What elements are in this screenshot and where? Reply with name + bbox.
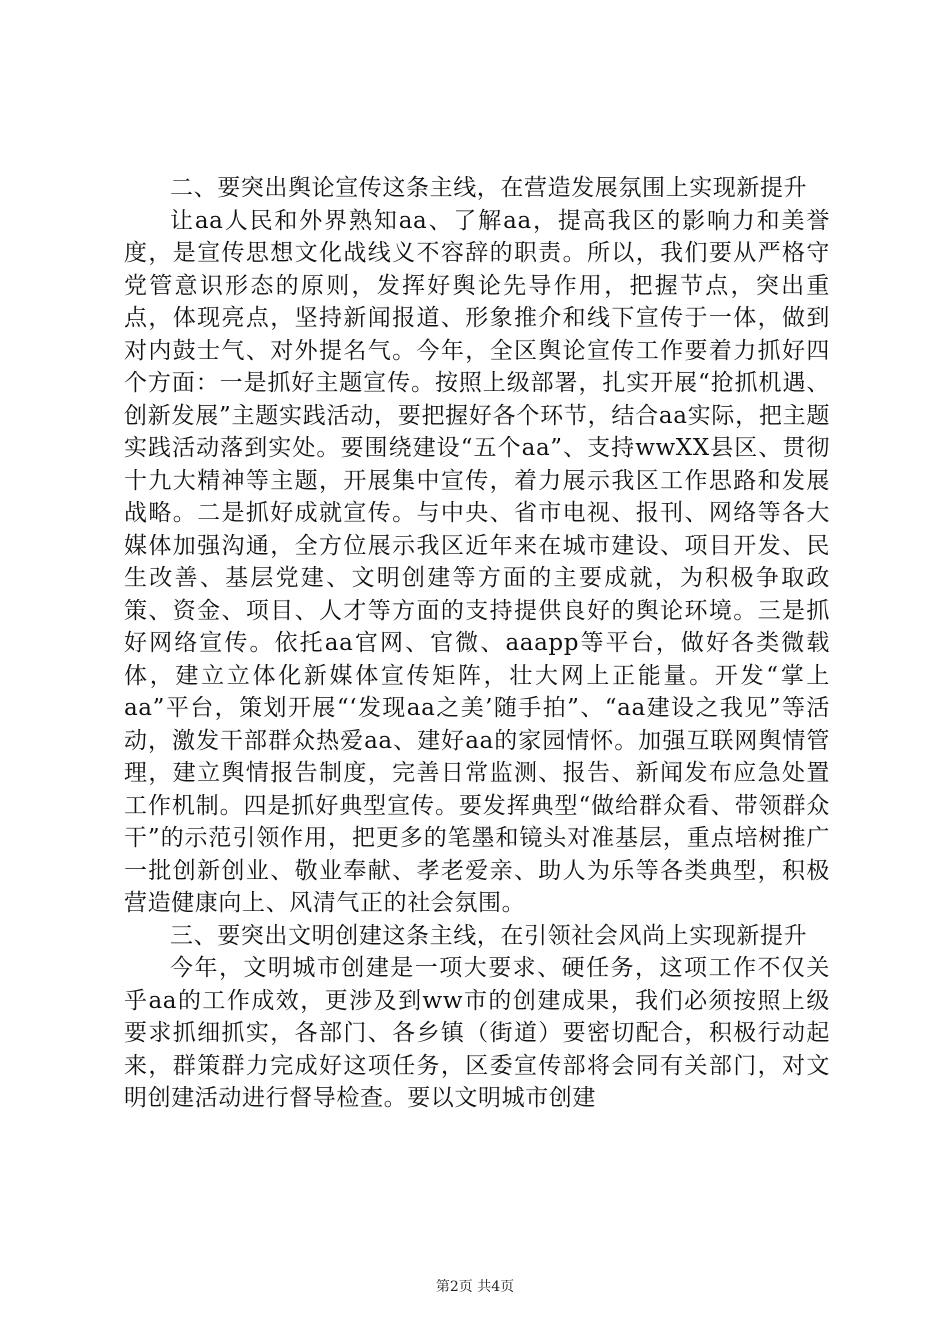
paragraph-civilization: 今年，文明城市创建是一项大要求、硬任务，这项工作不仅关乎aa的工作成效，更涉及到ww市的创建成果，我们必须按照上级要求抓细抓实，各部门、各乡镇（街道）要密切配合，积极行动起来，群策群力完成好这项任务，区委宣传部将会同有关部门，对文明创建活动进行督导检查。要以文明城市创建 [124, 955, 830, 1111]
section-heading-2: 二、要突出舆论宣传这条主线，在营造发展氛围上实现新提升 [170, 175, 808, 201]
page-footer: 第2页 共4页 [435, 1279, 515, 1295]
paragraph-public-opinion: 让aa人民和外界熟知aa、了解aa，提高我区的影响力和美誉度，是宣传思想文化战线义不容辞的职责。所以，我们要从严格守党管意识形态的原则，发挥好舆论先导作用，把握节点，突出重点，体现亮点，坚持新闻报道、形象推介和线下宣传于一体，做到对内鼓士气、对外提名气。今年，全区舆论宣传工作要着力抓好四个方面：一是抓好主题宣传。按照上级部署，扎实开展“抢抓机遇、创新发展”主题实践活动，要把握好各个环节，结合aa实际，把主题实践活动落到实处。要围绕建设“五个aa”、支持wwXX县区、贯彻十九大精神等主题，开展集中宣传，着力展示我区工作思路和发展战略。二是抓好成就宣传。与中央、省市电视、报刊、网络等各大媒体加强沟通，全方位展示我区近年来在城市建设、项目开发、民生改善、基层党建、文明创建等方面的主要成就，为积极争取政策、资金、项目、人才等方面的支持提供良好的舆论环境。三是抓好网络宣传。依托aa官网、官微、aaapp等平台，做好各类微载体，建立立体化新媒体宣传矩阵，壮大网上正能量。开发“掌上aa”平台，策划开展“‘发现aa之美’随手拍”、“aa建设之我见”等活动，激发干部群众热爱aa、建好aa的家园情怀。加强互联网舆情管理，建立舆情报告制度，完善日常监测、报告、新闻发布应急处置工作机制。四是抓好典型宣传。要发挥典型“做给群众看、带领群众干”的示范引领作用，把更多的笔墨和镜头对准基层，重点培树推广一批创新创业、敬业奉献、孝老爱亲、助人为乐等各类典型，积极营造健康向上、风清气正的社会氛围。 [124, 207, 830, 916]
section-heading-3: 三、要突出文明创建这条主线，在引领社会风尚上实现新提升 [170, 922, 808, 949]
document-body [124, 172, 830, 1115]
